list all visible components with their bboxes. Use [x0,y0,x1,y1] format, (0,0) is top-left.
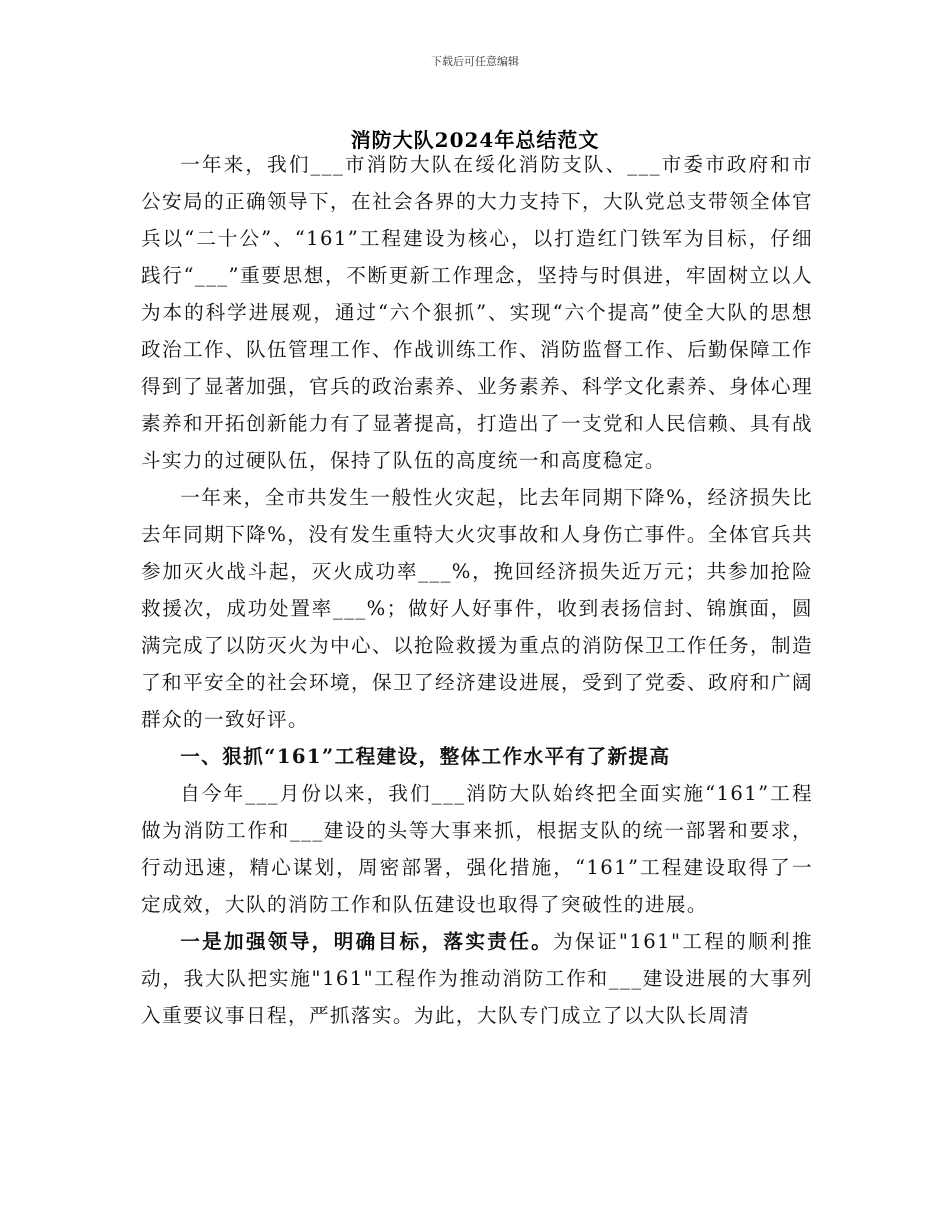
paragraph-statistics: 一年来，全市共发生一般性火灾起，比去年同期下降%，经济损失比去年同期下降%，没有发生重特大火灾事故和人身伤亡事件。全体官兵共参加灭火战斗起，灭火成功率___%，挽回经济损失近万元；共参加抢险救援次，成功处置率___%；做好人好事件，收到表扬信封、锦旗面，圆满完成了以防灭火为中心、以抢险救援为重点的消防保卫工作任务，制造了和平安全的社会环境，保卫了经济建设进展，受到了党委、政府和广阔群众的一致好评。 [141,486,813,731]
paragraph-leadership-text: 为保证"161"工程的顺利推动，我大队把实施"161"工程作为推动消防工作和___建设进展的大事列入重要议事日程，严抓落实。为此，大队专门成立了以大队长周清 [141,930,813,1027]
section-heading-1: 一、狠抓“161”工程建设，整体工作水平有了新提高 [180,745,671,768]
page-header-note: 下载后可任意编辑 [431,55,519,68]
paragraph-lead-phrase: 一是加强领导，明确目标，落实责任。 [180,930,554,953]
paragraph-leadership [141,923,813,1034]
paragraph-intro: 一年来，我们___市消防大队在绥化消防支队、___市委市政府和市公安局的正确领导下，在社会各界的大力支持下，大队党总支带领全体官兵以“二十公”、“161”工程建设为核心，以打造红门铁军为目标，仔细践行“___”重要思想，不断更新工作理念，坚持与时俱进，牢固树立以人为本的科学进展观，通过“六个狠抓”、实现“六个提高”使全大队的思想政治工作、队伍管理工作、作战训练工作、消防监督工作、后勤保障工作得到了显著加强，官兵的政治素养、业务素养、科学文化素养、身体心理素养和开拓创新能力有了显著提高，打造出了一支党和人民信赖、具有战斗实力的过硬队伍，保持了队伍的高度统一和高度稳定。 [141,153,813,472]
document-body [141,146,813,1034]
document-title: 消防大队2024年总结范文 [350,128,600,152]
paragraph-section-1: 自今年___月份以来，我们___消防大队始终把全面实施“161”工程做为消防工作和___建设的头等大事来抓，根据支队的统一部署和要求，行动迅速，精心谋划，周密部署，强化措施，“161”工程建设取得了一定成效，大队的消防工作和队伍建设也取得了突破性的进展。 [141,782,813,916]
